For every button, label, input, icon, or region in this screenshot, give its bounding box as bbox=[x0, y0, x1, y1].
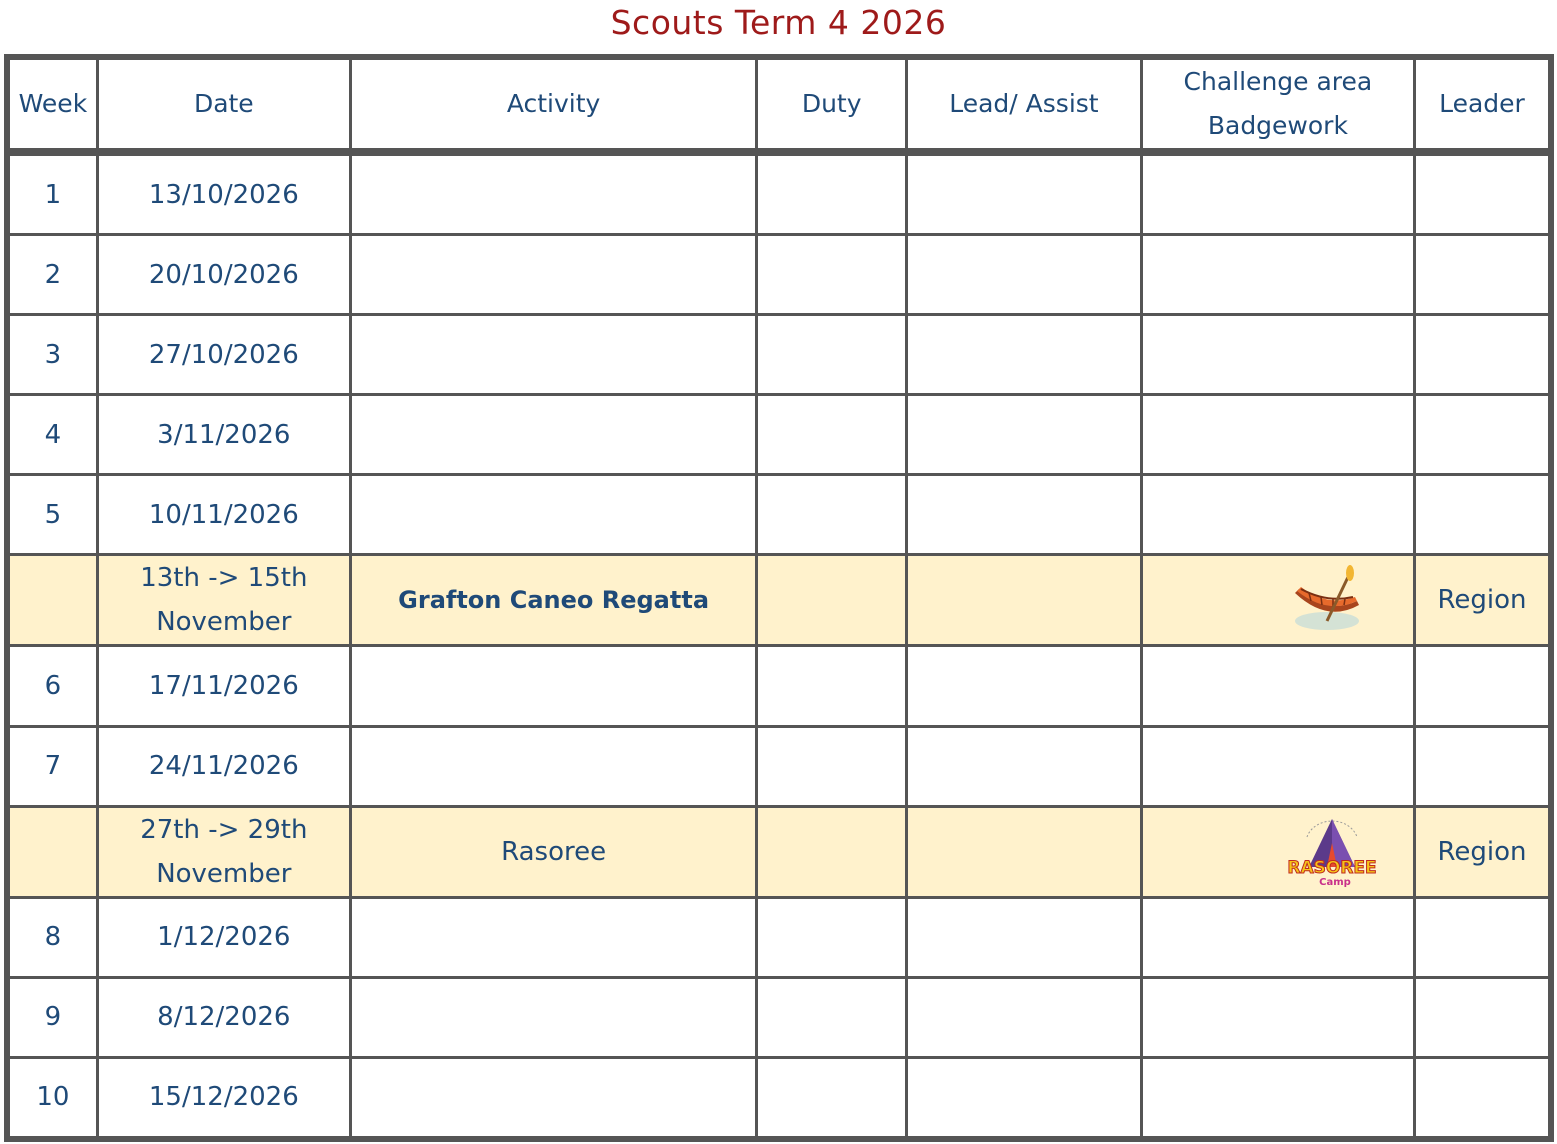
challenge-cell bbox=[1141, 235, 1414, 315]
lead-assist-cell bbox=[906, 806, 1141, 897]
header-challenge-line2: Badgework bbox=[1207, 111, 1348, 140]
week-cell: 2 bbox=[7, 235, 97, 315]
duty-cell bbox=[757, 475, 907, 555]
svg-text:RASOREE: RASOREE bbox=[1287, 857, 1377, 878]
table-row bbox=[7, 1057, 1551, 1139]
duty-cell bbox=[757, 152, 907, 235]
activity-cell bbox=[350, 646, 757, 726]
challenge-cell bbox=[1141, 977, 1414, 1057]
week-cell: 6 bbox=[7, 646, 97, 726]
header-challenge-area bbox=[1141, 57, 1414, 152]
event-row-rasoree bbox=[7, 806, 1551, 897]
duty-cell bbox=[757, 726, 907, 806]
date-cell: 27/10/2026 bbox=[97, 315, 350, 395]
week-cell: 3 bbox=[7, 315, 97, 395]
challenge-cell bbox=[1141, 475, 1414, 555]
duty-cell bbox=[757, 897, 907, 977]
leader-cell: Region bbox=[1414, 555, 1551, 646]
page-title: Scouts Term 4 2026 bbox=[610, 3, 947, 42]
date-month: November bbox=[156, 858, 292, 889]
header-challenge-line1: Challenge area bbox=[1183, 67, 1373, 96]
event-row-regatta bbox=[7, 555, 1551, 646]
date-cell: 15/12/2026 bbox=[97, 1057, 350, 1139]
date-cell: 1/12/2026 bbox=[97, 897, 350, 977]
lead-assist-cell bbox=[906, 1057, 1141, 1139]
lead-assist-cell bbox=[906, 977, 1141, 1057]
date-cell bbox=[97, 555, 350, 646]
lead-assist-cell bbox=[906, 152, 1141, 235]
duty-cell bbox=[757, 806, 907, 897]
leader-cell bbox=[1414, 646, 1551, 726]
duty-cell bbox=[757, 315, 907, 395]
week-cell: 10 bbox=[7, 1057, 97, 1139]
lead-assist-cell bbox=[906, 395, 1141, 475]
week-cell: 9 bbox=[7, 977, 97, 1057]
rasoree-camp-logo-icon bbox=[1287, 815, 1377, 889]
table-row bbox=[7, 235, 1551, 315]
header-row bbox=[7, 57, 1551, 152]
duty-cell bbox=[757, 395, 907, 475]
activity-cell: Grafton Caneo Regatta bbox=[350, 555, 757, 646]
challenge-cell bbox=[1141, 315, 1414, 395]
date-cell: 20/10/2026 bbox=[97, 235, 350, 315]
leader-cell bbox=[1414, 315, 1551, 395]
date-cell bbox=[97, 806, 350, 897]
leader-cell bbox=[1414, 977, 1551, 1057]
activity-cell bbox=[350, 1057, 757, 1139]
week-cell bbox=[7, 555, 97, 646]
week-cell bbox=[7, 806, 97, 897]
table-row bbox=[7, 315, 1551, 395]
activity-cell bbox=[350, 475, 757, 555]
leader-cell bbox=[1414, 152, 1551, 235]
challenge-cell bbox=[1141, 1057, 1414, 1139]
leader-cell bbox=[1414, 475, 1551, 555]
challenge-cell bbox=[1141, 897, 1414, 977]
challenge-cell bbox=[1141, 806, 1414, 897]
duty-cell bbox=[757, 646, 907, 726]
challenge-cell bbox=[1141, 555, 1414, 646]
activity-cell bbox=[350, 315, 757, 395]
date-range: 27th -> 29th bbox=[140, 814, 308, 845]
activity-cell: Rasoree bbox=[350, 806, 757, 897]
date-month: November bbox=[156, 607, 292, 638]
activity-cell bbox=[350, 977, 757, 1057]
table-row bbox=[7, 395, 1551, 475]
header-leader: Leader bbox=[1414, 57, 1551, 152]
duty-cell bbox=[757, 555, 907, 646]
table-row bbox=[7, 475, 1551, 555]
date-cell: 13/10/2026 bbox=[97, 152, 350, 235]
table-row bbox=[7, 977, 1551, 1057]
lead-assist-cell bbox=[906, 726, 1141, 806]
activity-cell bbox=[350, 235, 757, 315]
activity-cell bbox=[350, 152, 757, 235]
lead-assist-cell bbox=[906, 235, 1141, 315]
header-date: Date bbox=[97, 57, 350, 152]
header-week: Week bbox=[7, 57, 97, 152]
lead-assist-cell bbox=[906, 897, 1141, 977]
week-cell: 8 bbox=[7, 897, 97, 977]
table-row bbox=[7, 726, 1551, 806]
challenge-cell bbox=[1141, 646, 1414, 726]
svg-text:Camp: Camp bbox=[1319, 876, 1351, 888]
header-lead-assist: Lead/ Assist bbox=[906, 57, 1141, 152]
date-cell: 10/11/2026 bbox=[97, 475, 350, 555]
leader-cell: Region bbox=[1414, 806, 1551, 897]
leader-cell bbox=[1414, 1057, 1551, 1139]
date-cell: 3/11/2026 bbox=[97, 395, 350, 475]
leader-cell bbox=[1414, 726, 1551, 806]
challenge-cell bbox=[1141, 395, 1414, 475]
challenge-cell bbox=[1141, 152, 1414, 235]
activity-cell bbox=[350, 395, 757, 475]
duty-cell bbox=[757, 235, 907, 315]
date-cell: 8/12/2026 bbox=[97, 977, 350, 1057]
table-row bbox=[7, 152, 1551, 235]
lead-assist-cell bbox=[906, 646, 1141, 726]
table-row bbox=[7, 897, 1551, 977]
date-cell: 24/11/2026 bbox=[97, 726, 350, 806]
lead-assist-cell bbox=[906, 315, 1141, 395]
lead-assist-cell bbox=[906, 475, 1141, 555]
canoe-icon bbox=[1287, 563, 1377, 637]
activity-cell bbox=[350, 726, 757, 806]
week-cell: 7 bbox=[7, 726, 97, 806]
leader-cell bbox=[1414, 897, 1551, 977]
activity-cell bbox=[350, 897, 757, 977]
date-cell: 17/11/2026 bbox=[97, 646, 350, 726]
duty-cell bbox=[757, 977, 907, 1057]
header-duty: Duty bbox=[757, 57, 907, 152]
schedule-table bbox=[4, 54, 1554, 1142]
leader-cell bbox=[1414, 395, 1551, 475]
lead-assist-cell bbox=[906, 555, 1141, 646]
duty-cell bbox=[757, 1057, 907, 1139]
header-activity: Activity bbox=[350, 57, 757, 152]
week-cell: 1 bbox=[7, 152, 97, 235]
table-row bbox=[7, 646, 1551, 726]
week-cell: 4 bbox=[7, 395, 97, 475]
week-cell: 5 bbox=[7, 475, 97, 555]
date-range: 13th -> 15th bbox=[140, 563, 308, 594]
leader-cell bbox=[1414, 235, 1551, 315]
challenge-cell bbox=[1141, 726, 1414, 806]
